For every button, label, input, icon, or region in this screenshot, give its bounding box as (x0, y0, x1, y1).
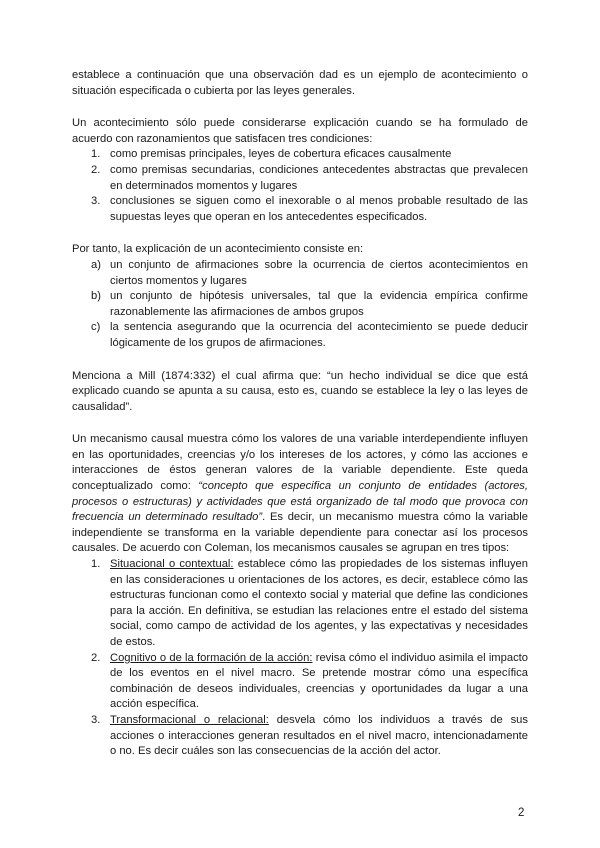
list-item-text: un conjunto de hipótesis universales, tal que la evidencia empírica confirme razonablemente las afirmaciones de ambos grupos (110, 290, 528, 318)
list-number: 3. (91, 713, 101, 726)
list-item (72, 194, 528, 225)
mechanism-quote: “concepto que especifica un conjunto de entidades (actores, procesos o estructuras) y actividades que está organizado de tal modo que provoca con frecuencia un determinado resultado” (72, 480, 529, 524)
components-list (72, 258, 528, 352)
list-number: 1. (91, 558, 101, 571)
list-item (72, 651, 528, 713)
list-number: 2. (91, 163, 101, 176)
list-item-text: como premisas secundarias, condiciones antecedentes abstractas que prevalecen en determinados momentos y lugares (110, 163, 528, 192)
list-item (72, 289, 528, 320)
mechanism-types-list (72, 557, 528, 760)
list-item (72, 557, 528, 651)
list-item (72, 258, 528, 289)
list-item-text: la sentencia asegurando que la ocurrencia del acontecimiento se puede deducir lógicamente de los grupos de afirmaciones. (110, 321, 528, 349)
list-item-text: como premisas principales, leyes de cobertura eficaces causalmente (110, 148, 452, 161)
mechanism-paragraph (72, 432, 528, 557)
list-number: 3. (91, 195, 101, 208)
mechanism-text-part2: . Es decir, un mecanismo muestra cómo la variable independiente se transforma en la variable dependiente para conectar así los procesos causales. De acuerdo con Coleman, los mecanismos causales se agrupan en tres tipos: (72, 511, 528, 555)
list-letter: b) (91, 290, 101, 303)
list-letter: c) (91, 321, 101, 334)
list-item (72, 713, 528, 760)
list-number: 1. (91, 148, 101, 161)
type-title: Transformacional o relacional: (110, 713, 269, 726)
type-description: desvela cómo los individuos a través de sus acciones o interacciones generan resultados en el nivel macro, intencionadamente o no. Es decir cuáles son las consecuencias de la acción del actor. (110, 713, 528, 758)
page-content (72, 68, 528, 760)
mechanism-text-part1: Un mecanismo causal muestra cómo los valores de una variable interdependiente influyen en las oportunidades, creencias y/o los intereses de los actores, y cómo las acciones e interacciones de éstos generan valores de la variable dependiente. Este queda conceptualizado como: (72, 433, 528, 493)
page-number: 2 (518, 807, 525, 819)
list-item-text: un conjunto de afirmaciones sobre la ocurrencia de ciertos acontecimientos en ciertos momentos y lugares (110, 258, 528, 287)
mill-paragraph: Menciona a Mill (1874:332) el cual afirma que: “un hecho individual se dice que está explicado cuando se apunta a su causa, esto es, cuando se establece la ley o las leyes de causalidad”. (72, 369, 528, 413)
list-item-text: conclusiones se siguen como el inexorable o al menos probable resultado de las supuestas leyes que operan en los antecedentes especificados. (110, 195, 528, 223)
type-description: establece cómo las propiedades de los sistemas influyen en las consideraciones u orientaciones de los actores, es decir, establece cómo las estructuras funcionan como el contexto social y material que define las condiciones para la acción. En definitiva, se estudian las relaciones entre el estado del sistema social, como campo de actividad de los agentes, y las expectativas y necesidades de estos. (110, 558, 528, 648)
list-item (72, 320, 528, 351)
list-item (72, 147, 528, 163)
intro-paragraph: establece a continuación que una observación dad es un ejemplo de acontecimiento o situación especificada o cubierta por las leyes generales. (72, 69, 528, 97)
explanation-lead: Un acontecimiento sólo puede considerarse explicación cuando se ha formulado de acuerdo con razonamientos que satisfacen tres condiciones: (72, 117, 528, 145)
type-title: Situacional o contextual: (110, 558, 234, 571)
conditions-list (72, 147, 528, 225)
list-letter: a) (91, 258, 101, 271)
type-description: revisa cómo el individuo asimila el impacto de los eventos en el nivel macro. Se pretende mostrar cómo una específica combinación de deseos individuales, creencias y oportunidades da lugar a una acción específica. (110, 651, 528, 711)
list-number: 2. (91, 651, 101, 664)
list-item (72, 163, 528, 194)
consists-lead: Por tanto, la explicación de un acontecimiento consiste en: (72, 243, 364, 256)
type-title: Cognitivo o de la formación de la acción: (110, 651, 313, 664)
